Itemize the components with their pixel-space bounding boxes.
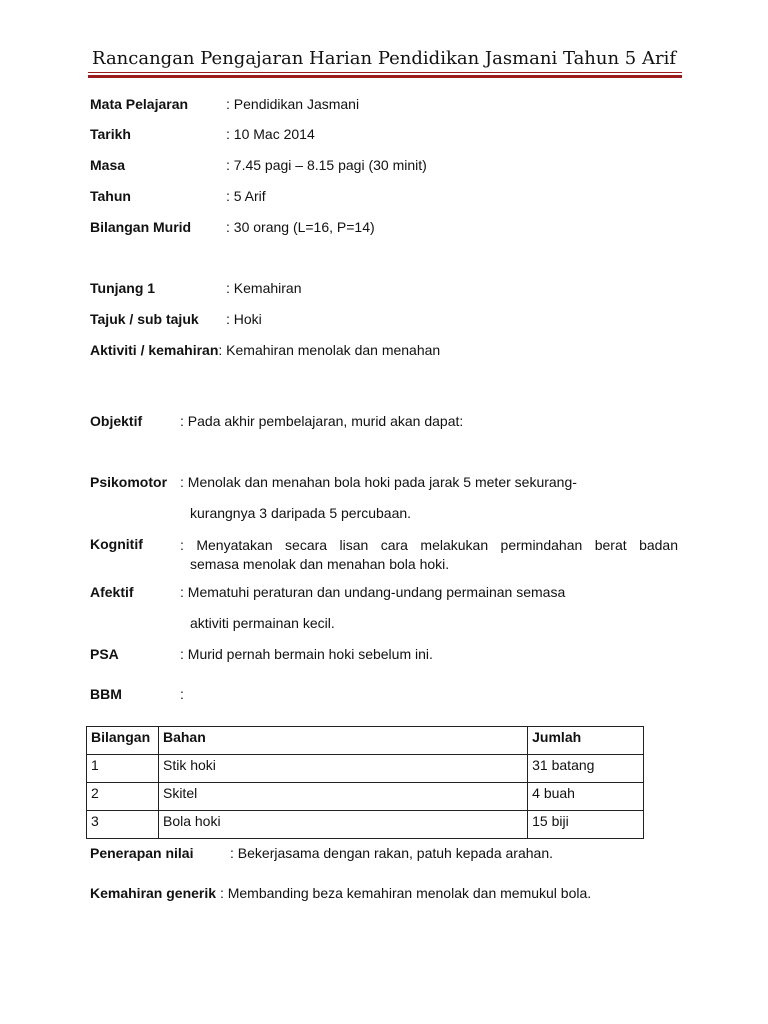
row-masa	[90, 157, 125, 173]
value-psikomotor-line1: : Menolak dan menahan bola hoki pada jarak 5 meter sekurang-	[180, 474, 577, 490]
row-afektif	[90, 584, 134, 600]
label-penerapan-nilai: Penerapan nilai	[90, 845, 194, 861]
value-tajuk: : Hoki	[226, 311, 262, 327]
table-header-row	[87, 727, 644, 755]
value-psa: : Murid pernah bermain hoki sebelum ini.	[180, 646, 433, 662]
bbm-table	[86, 726, 644, 839]
row-tarikh	[90, 126, 131, 142]
table-cell-jumlah: 15 biji	[528, 811, 644, 839]
label-psikomotor: Psikomotor	[90, 474, 168, 490]
row-kemahiran-generik	[90, 885, 591, 901]
label-tajuk: Tajuk / sub tajuk	[90, 311, 199, 327]
table-cell-jumlah: 4 buah	[528, 783, 644, 811]
value-bbm: :	[180, 686, 184, 702]
table-cell-bahan: Skitel	[158, 783, 527, 811]
value-masa: : 7.45 pagi – 8.15 pagi (30 minit)	[226, 157, 427, 173]
row-objektif	[90, 413, 142, 429]
value-penerapan-nilai: : Bekerjasama dengan rakan, patuh kepada arahan.	[230, 845, 554, 861]
table-row	[87, 811, 644, 839]
value-aktiviti: : Kemahiran menolak dan menahan	[218, 342, 441, 358]
label-masa: Masa	[90, 157, 126, 173]
value-mata-pelajaran: : Pendidikan Jasmani	[226, 96, 360, 112]
header-rule-thin	[88, 72, 682, 73]
table-row	[87, 783, 644, 811]
row-bilangan-murid	[90, 219, 191, 235]
row-tahun	[90, 188, 131, 204]
header-rule-thick	[88, 75, 682, 78]
row-kognitif	[90, 536, 143, 552]
row-mata-pelajaran	[90, 96, 188, 112]
value-bilangan-murid: : 30 orang (L=16, P=14)	[226, 219, 375, 235]
row-aktiviti	[90, 342, 440, 358]
label-psa: PSA	[90, 646, 119, 662]
row-tajuk	[90, 311, 199, 327]
value-kognitif-line2: semasa menolak dan menahan bola hoki.	[190, 556, 450, 572]
label-kognitif: Kognitif	[90, 536, 143, 552]
label-aktiviti: Aktiviti / kemahiran	[90, 342, 219, 358]
row-psa	[90, 646, 119, 662]
row-tunjang	[90, 280, 155, 296]
label-objektif: Objektif	[90, 413, 143, 429]
table-cell-bahan: Bola hoki	[158, 811, 527, 839]
label-bilangan-murid: Bilangan Murid	[90, 219, 192, 235]
value-tunjang: : Kemahiran	[226, 280, 302, 296]
label-kemahiran-generik: Kemahiran generik	[90, 885, 217, 901]
value-tarikh: : 10 Mac 2014	[226, 126, 315, 142]
table-row	[87, 755, 644, 783]
label-mata-pelajaran: Mata Pelajaran	[90, 96, 189, 112]
table-cell-bahan: Stik hoki	[158, 755, 527, 783]
table-cell-jumlah: 31 batang	[528, 755, 644, 783]
value-kognitif	[180, 536, 678, 574]
table-header-jumlah: Jumlah	[528, 727, 644, 755]
label-tahun: Tahun	[90, 188, 131, 204]
value-psikomotor-line2: kurangnya 3 daripada 5 percubaan.	[190, 505, 412, 521]
value-kemahiran-generik: : Membanding beza kemahiran menolak dan memukul bola.	[219, 885, 592, 901]
row-penerapan-nilai	[90, 845, 193, 861]
label-bbm: BBM	[90, 686, 122, 702]
page-title: Rancangan Pengajaran Harian Pendidikan Jasmani Tahun 5 Arif	[91, 48, 676, 69]
value-tahun: : 5 Arif	[226, 188, 266, 204]
row-bbm	[90, 686, 122, 702]
table-cell-bilangan: 1	[87, 755, 159, 783]
table-header-bahan: Bahan	[158, 727, 527, 755]
label-afektif: Afektif	[90, 584, 134, 600]
table-cell-bilangan: 2	[87, 783, 159, 811]
value-kognitif-line1: : Menyatakan secara lisan cara melakukan permindahan berat badan	[180, 537, 678, 553]
table-cell-bilangan: 3	[87, 811, 159, 839]
value-afektif-line1: : Mematuhi peraturan dan undang-undang permainan semasa	[180, 584, 566, 600]
value-afektif-line2: aktiviti permainan kecil.	[190, 615, 335, 631]
value-objektif: : Pada akhir pembelajaran, murid akan dapat:	[180, 413, 464, 429]
label-tarikh: Tarikh	[90, 126, 131, 142]
label-tunjang: Tunjang 1	[90, 280, 156, 296]
row-psikomotor	[90, 474, 167, 490]
table-header-bilangan: Bilangan	[87, 727, 159, 755]
